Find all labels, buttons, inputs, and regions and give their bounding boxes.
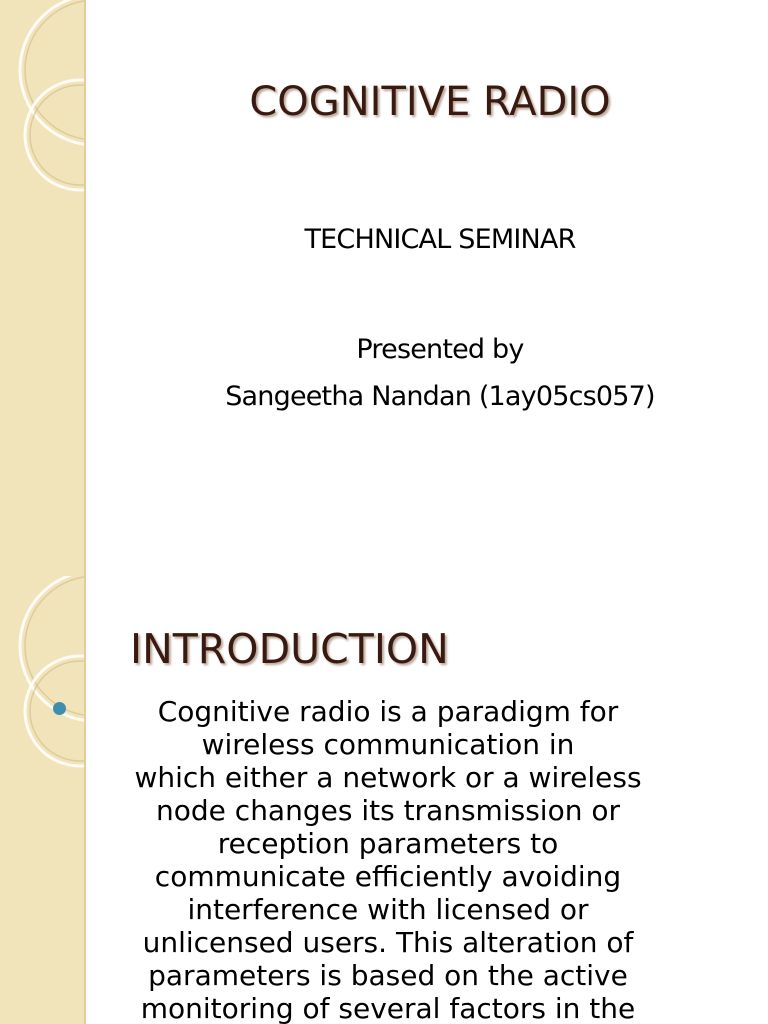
slide-introduction [0,576,768,1024]
presented-by-label: Presented by [356,334,524,365]
presenter-name: Sangeetha Nandan (1ay05cs057) [225,381,655,412]
slide-title-heading: COGNITIVE RADIO [249,79,611,125]
slide-sidebar [0,0,86,576]
slide-subtitle: TECHNICAL SEMINAR [304,224,576,255]
introduction-heading: INTRODUCTION [130,625,449,673]
decorative-circle-icon [0,0,84,576]
bullet-dot-icon [53,702,66,715]
introduction-body: Cognitive radio is a paradigm for wireless communication in which either a network or a wireless node changes its transmission or reception parameters to communicate efficiently avoiding interference with licensed or unlicensed users. This alteration of parameters is based on the active monitoring of several factors in the [134,695,642,1024]
